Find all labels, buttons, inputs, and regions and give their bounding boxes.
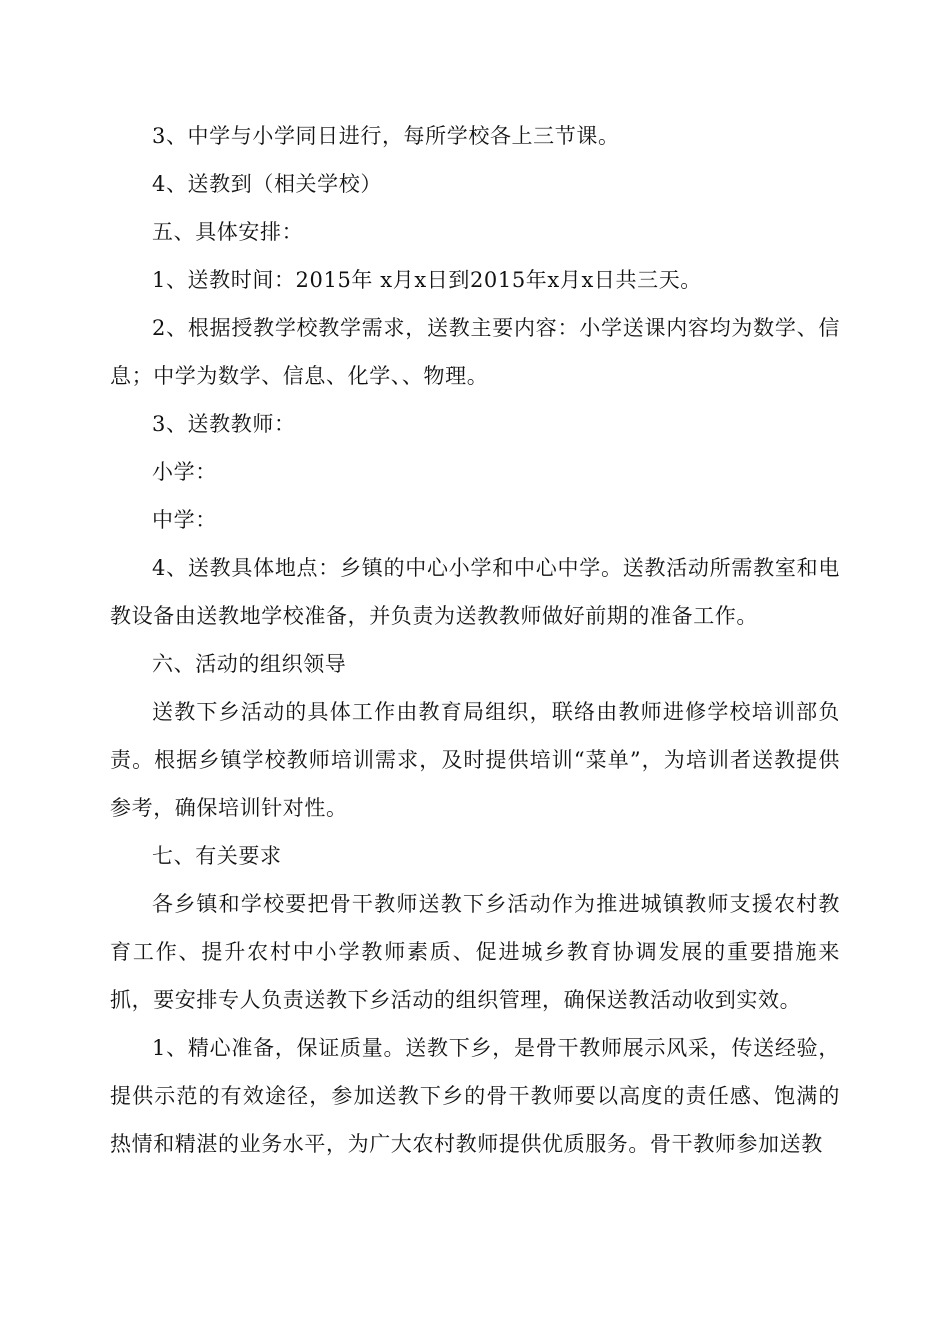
paragraph: 4、送教具体地点：乡镇的中心小学和中心中学。送教活动所需教室和电教设备由送教地学校准备，并负责为送教教师做好前期的准备工作。 xyxy=(110,556,840,628)
section-heading: 五、具体安排： xyxy=(152,220,304,244)
paragraph: 3、送教教师： xyxy=(152,412,296,436)
paragraph: 3、中学与小学同日进行，每所学校各上三节课。 xyxy=(152,124,620,148)
paragraph: 中学： xyxy=(152,508,217,532)
paragraph: 4、送教到（相关学校） xyxy=(152,172,382,196)
section-heading: 六、活动的组织领导 xyxy=(152,652,347,676)
paragraph: 各乡镇和学校要把骨干教师送教下乡活动作为推进城镇教师支援农村教育工作、提升农村中小学教师素质、促进城乡教育协调发展的重要措施来抓，要安排专人负责送教下乡活动的组织管理，确保送教活动收到实效。 xyxy=(110,892,840,1012)
paragraph: 2、根据授教学校教学需求，送教主要内容：小学送课内容均为数学、信息；中学为数学、信息、化学、、物理。 xyxy=(110,316,840,388)
paragraph: 1、精心准备，保证质量。送教下乡，是骨干教师展示风采，传送经验，提供示范的有效途径，参加送教下乡的骨干教师要以高度的责任感、饱满的热情和精湛的业务水平，为广大农村教师提供优质服务。骨干教师参加送教 xyxy=(110,1036,840,1156)
paragraph: 1、送教时间：2015年 x月x日到2015年x月x日共三天。 xyxy=(152,268,702,292)
section-heading: 七、有关要求 xyxy=(152,844,282,868)
paragraph: 小学： xyxy=(152,460,217,484)
document-body xyxy=(110,112,840,1168)
paragraph: 送教下乡活动的具体工作由教育局组织，联络由教师进修学校培训部负责。根据乡镇学校教师培训需求，及时提供培训“菜单”，为培训者送教提供参考，确保培训针对性。 xyxy=(110,700,840,820)
